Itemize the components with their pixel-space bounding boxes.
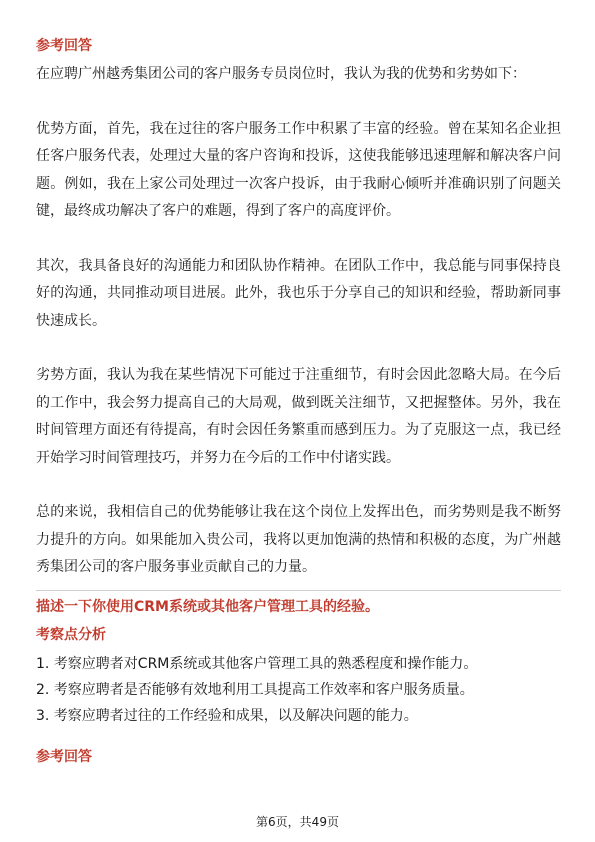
answer-paragraph-conclusion: 总的来说，我相信自己的优势能够让我在这个岗位上发挥出色，而劣势则是我不断努力提升的方向。如果能加入贵公司，我将以更加饱满的热情和积极的态度，为广州越秀集团公司的客户服务事业贡献自己的力量。 — [36, 504, 561, 575]
section-divider — [36, 590, 561, 591]
reference-answer-heading: 参考回答 — [36, 38, 92, 54]
answer-paragraph-communication: 其次，我具备良好的沟通能力和团队协作精神。在团队工作中，我总能与同事保持良好的沟通，共同推动项目进展。此外，我也乐于分享自己的知识和经验，帮助新同事快速成长。 — [36, 257, 561, 329]
analysis-list-item: 2. 考察应聘者是否能够有效地利用工具提高工作效率和客户服务质量。 — [36, 681, 474, 698]
analysis-heading: 考察点分析 — [36, 626, 106, 643]
page-content — [36, 36, 561, 767]
reference-answer-heading-2: 参考回答 — [36, 748, 92, 765]
intro-paragraph: 在应聘广州越秀集团公司的客户服务专员岗位时，我认为我的优势和劣势如下： — [36, 66, 526, 82]
analysis-list-item: 1. 考察应聘者对CRM系统或其他客户管理工具的熟悉程度和操作能力。 — [36, 655, 478, 672]
answer-paragraph-weaknesses: 劣势方面，我认为我在某些情况下可能过于注重细节，有时会因此忽略大局。在今后的工作中，我会努力提高自己的大局观，做到既关注细节，又把握整体。另外，我在时间管理方面还有待提高，有时会因任务繁重而感到压力。为了克服这一点，我已经开始学习时间管理技巧，并努力在今后的工作中付诸实践。 — [36, 367, 561, 466]
analysis-list — [36, 651, 561, 729]
answer-paragraph-strengths: 优势方面，首先，我在过往的客户服务工作中积累了丰富的经验。曾在某知名企业担任客户服务代表，处理过大量的客户咨询和投诉，这使我能够迅速理解和解决客户问题。例如，我在上家公司处理过一次客户投诉，由于我耐心倾听并准确识别了问题关键，最终成功解决了客户的难题，得到了客户的高度评价。 — [36, 120, 561, 219]
analysis-list-item: 3. 考察应聘者过往的工作经验和成果，以及解决问题的能力。 — [36, 707, 418, 724]
page-number-footer: 第6页，共49页 — [256, 815, 339, 829]
interview-question: 描述一下你使用CRM系统或其他客户管理工具的经验。 — [36, 598, 379, 615]
